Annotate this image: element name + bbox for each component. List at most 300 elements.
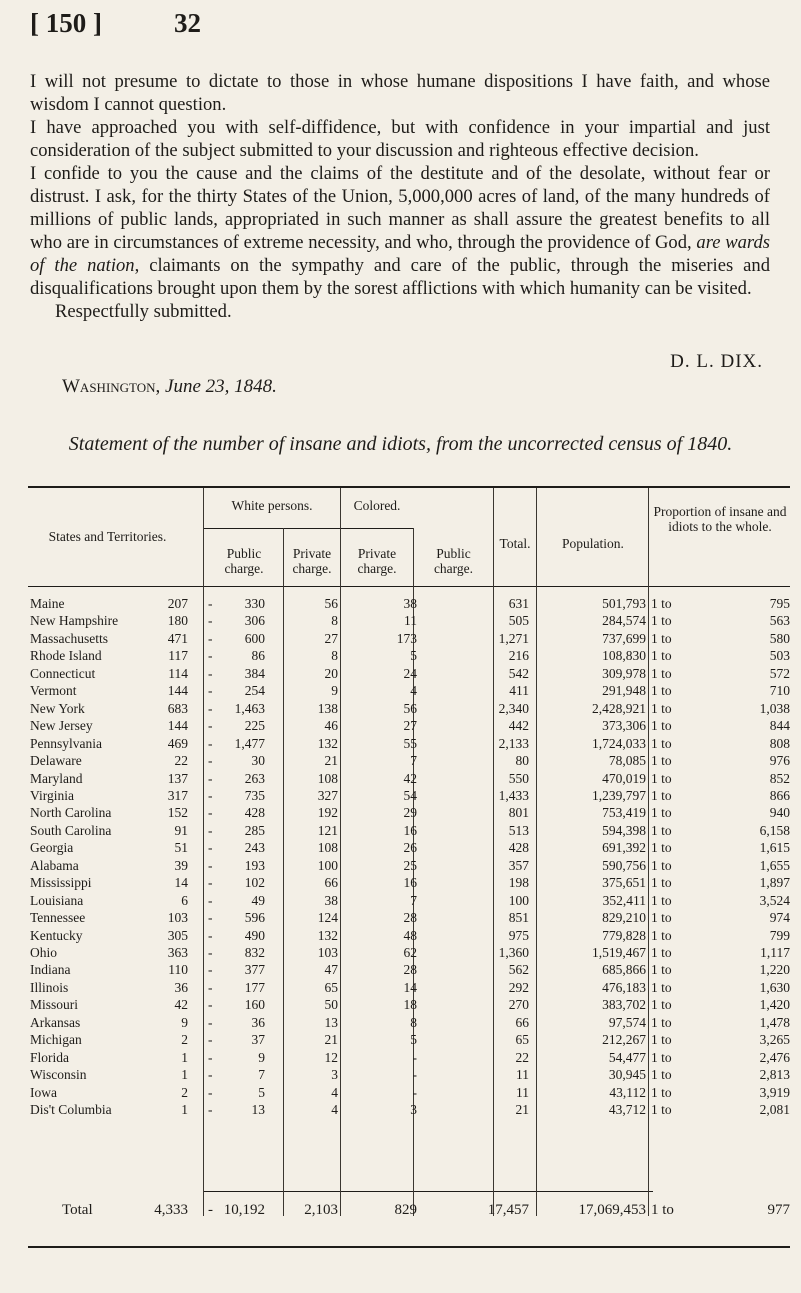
colored-public-value: 55 (403, 735, 417, 751)
leader-dash: - (208, 945, 213, 960)
white-public-value: 137 (167, 770, 188, 786)
white-private-value: 9 (258, 1049, 265, 1065)
table-total-row (28, 1202, 790, 1218)
signature: D. L. DIX. (670, 351, 763, 372)
colored-private-value: 50 (324, 997, 338, 1013)
colored-private-value: 46 (324, 718, 338, 734)
proportion-prefix: 1 to (651, 753, 672, 769)
population-value: 1,724,033 (592, 735, 646, 751)
proportion-value: 940 (769, 805, 790, 821)
total-value: 2,133 (498, 735, 529, 751)
white-public-value: 114 (168, 665, 188, 681)
proportion-prefix: 1 to (651, 910, 672, 926)
white-public-value: 2 (181, 1084, 188, 1100)
leader-dash: - (208, 665, 213, 681)
population-value: 753,419 (602, 805, 646, 821)
proportion-prefix: 1 to (651, 979, 672, 995)
white-public-value: 1 (181, 1067, 188, 1083)
emphasis-text: are wards of the nation (30, 232, 771, 276)
colored-private-value: 21 (324, 753, 338, 769)
population-value: 1,519,467 (592, 945, 646, 960)
total-value: 357 (508, 857, 529, 873)
state-name: Alabama (30, 857, 79, 873)
total-value: 216 (508, 648, 529, 664)
proportion-prefix: 1 to (651, 665, 672, 681)
proportion-value: 976 (769, 753, 790, 769)
table-row (28, 962, 790, 978)
white-private-value: 193 (244, 857, 265, 873)
state-name: Tennessee (30, 910, 86, 926)
proportion-value: 1,038 (759, 700, 790, 716)
white-private-value: 384 (244, 665, 265, 681)
table-row (28, 683, 790, 699)
proportion-prefix: 1 to (651, 840, 672, 856)
white-public-value: 180 (167, 613, 188, 629)
state-name: North Carolina (30, 805, 112, 821)
header-population: Population. (562, 536, 624, 551)
table-row (28, 596, 790, 612)
colored-private-value: 3 (331, 1067, 338, 1083)
subheader-rule (203, 528, 413, 529)
total-value: 292 (508, 979, 529, 995)
proportion-value: 808 (769, 735, 790, 751)
total-value: 100 (508, 892, 529, 908)
proportion-value: 1,117 (760, 945, 790, 960)
proportion-prefix: 1 to (651, 1049, 672, 1065)
letter-body (30, 70, 770, 323)
bottom-rule (28, 1246, 790, 1248)
colored-private-value: 13 (324, 1014, 338, 1030)
leader-dash: - (208, 1102, 213, 1118)
colored-private-value: 103 (317, 945, 338, 960)
proportion-prefix: 1 to (651, 718, 672, 734)
colored-public-value: 5 (410, 1032, 417, 1048)
total-value: 428 (508, 840, 529, 856)
proportion-prefix: 1 to (651, 857, 672, 873)
colored-private-value: 124 (317, 910, 338, 926)
proportion-value: 795 (769, 596, 790, 611)
white-private-value: 36 (251, 1014, 265, 1030)
proportion-prefix: 1 to (651, 1032, 672, 1048)
white-public-value: 117 (168, 648, 188, 664)
white-public-value: 6 (181, 892, 188, 908)
population-value: 594,398 (602, 822, 646, 838)
table-row (28, 701, 790, 717)
dateline (62, 376, 277, 398)
white-private-value: 1,477 (234, 735, 265, 751)
total-value: 851 (508, 910, 529, 926)
colored-public-value: 7 (410, 892, 417, 908)
proportion-value: 2,081 (759, 1102, 790, 1118)
leader-dash: - (208, 613, 213, 629)
white-public-value: 683 (167, 700, 188, 716)
proportion-prefix: 1 to (651, 683, 672, 699)
proportion-prefix: 1 to (651, 630, 672, 646)
colored-public-value: 28 (403, 962, 417, 978)
leader-dash: - (208, 1067, 213, 1083)
total-rule (203, 1191, 653, 1192)
table-caption: Statement of the number of insane and idiots, from the uncorrected census of 1840. (68, 433, 733, 455)
proportion-prefix: 1 to (651, 648, 672, 664)
proportion-value: 503 (769, 648, 790, 664)
leader-dash: - (208, 1084, 213, 1100)
population-value: 2,428,921 (592, 700, 646, 716)
colored-public-value: 42 (403, 770, 417, 786)
colored-public-value: 3 (410, 1102, 417, 1118)
total-value: 2,340 (498, 700, 529, 716)
leader-dash: - (208, 770, 213, 786)
total-value: 505 (508, 613, 529, 629)
proportion-prefix: 1 to (651, 805, 672, 821)
colored-public-value: 28 (403, 910, 417, 926)
white-public-value: 207 (167, 596, 188, 611)
total-value: 198 (508, 875, 529, 891)
proportion-value: 2,813 (759, 1067, 790, 1083)
header-colored-private: Private charge. (357, 546, 397, 576)
proportion-prefix: 1 to (651, 770, 672, 786)
proportion-value: 1,630 (759, 979, 790, 995)
proportion-value: 572 (769, 665, 790, 681)
table-row (28, 736, 790, 752)
white-private-value: 263 (244, 770, 265, 786)
proportion-value: 6,158 (759, 822, 790, 838)
proportion-value: 974 (769, 910, 790, 926)
total-value: 442 (508, 718, 529, 734)
white-public-value: 14 (174, 875, 188, 891)
leader-dash: - (208, 1202, 213, 1218)
leader-dash: - (208, 822, 213, 838)
white-public-value: 22 (174, 753, 188, 769)
total-value: 21 (515, 1102, 529, 1118)
proportion-prefix: 1 to (651, 735, 672, 751)
leader-dash: - (208, 997, 213, 1013)
white-public-value: 469 (167, 735, 188, 751)
header-white-private: Private charge. (292, 546, 332, 576)
leader-dash: - (208, 892, 213, 908)
leader-dash: - (208, 596, 213, 611)
leader-dash: - (208, 1049, 213, 1065)
total-value: 66 (515, 1014, 529, 1030)
colored-public-value: 829 (394, 1202, 417, 1218)
proportion-prefix: 1 to (651, 822, 672, 838)
colored-private-value: 56 (324, 596, 338, 611)
paragraph: I will not presume to dictate to those in whose humane dispositions I have faith, and whose wisdom I cannot question. (30, 71, 770, 115)
colored-private-value: 132 (317, 735, 338, 751)
total-value: 1,271 (498, 630, 529, 646)
leader-dash: - (208, 979, 213, 995)
total-value: 17,457 (487, 1202, 529, 1218)
white-private-value: 306 (244, 613, 265, 629)
population-value: 476,183 (602, 979, 646, 995)
white-public-value: 51 (174, 840, 188, 856)
proportion-value: 799 (769, 927, 790, 943)
total-value: 11 (516, 1067, 529, 1083)
proportion-prefix: 1 to (651, 1084, 672, 1100)
white-private-value: 160 (244, 997, 265, 1013)
state-name: Georgia (30, 840, 74, 856)
table-row (28, 893, 790, 909)
table-row (28, 1102, 790, 1118)
white-public-value: 471 (167, 630, 188, 646)
white-private-value: 428 (244, 805, 265, 821)
state-name: New York (30, 700, 85, 716)
colored-private-value: 100 (317, 857, 338, 873)
proportion-prefix: 1 to (651, 1102, 672, 1118)
colored-private-value: 21 (324, 1032, 338, 1048)
total-value: 542 (508, 665, 529, 681)
colored-private-value: 327 (317, 787, 338, 803)
state-name: Louisiana (30, 892, 84, 908)
header-white-public: Public charge. (224, 546, 264, 576)
state-name: Florida (30, 1049, 69, 1065)
table-row (28, 928, 790, 944)
state-name: Total (62, 1202, 93, 1218)
colored-private-value: 65 (324, 979, 338, 995)
state-name: New Hampshire (30, 613, 119, 629)
leader-dash: - (208, 683, 213, 699)
white-private-value: 102 (244, 875, 265, 891)
population-value: 30,945 (608, 1067, 646, 1083)
proportion-value: 1,420 (759, 997, 790, 1013)
proportion-value: 3,524 (759, 892, 790, 908)
colored-private-value: 132 (317, 927, 338, 943)
leader-dash: - (208, 910, 213, 926)
table-row (28, 771, 790, 787)
table-row (28, 875, 790, 891)
population-value: 291,948 (602, 683, 646, 699)
population-value: 309,978 (602, 665, 646, 681)
proportion-value: 1,897 (759, 875, 790, 891)
white-public-value: 305 (167, 927, 188, 943)
white-public-value: 103 (167, 910, 188, 926)
white-private-value: 1,463 (234, 700, 265, 716)
colored-public-value: 16 (403, 822, 417, 838)
total-value: 80 (515, 753, 529, 769)
colored-private-value: 27 (324, 630, 338, 646)
colored-private-value: 8 (331, 648, 338, 664)
header-white-persons: White persons. (231, 498, 313, 513)
white-public-value: 144 (167, 683, 188, 699)
leader-dash: - (208, 718, 213, 734)
dateline-date: June 23, 1848. (165, 376, 277, 397)
white-public-value: 39 (174, 857, 188, 873)
table-row (28, 1067, 790, 1083)
state-name: Wisconsin (30, 1067, 87, 1083)
table-row (28, 788, 790, 804)
population-value: 691,392 (602, 840, 646, 856)
proportion-prefix: 1 to (651, 997, 672, 1013)
colored-public-value: 27 (403, 718, 417, 734)
proportion-value: 844 (769, 718, 790, 734)
header-proportion: Proportion of insane and idiots to the whole. (653, 504, 787, 534)
dateline-place: Washington, (62, 376, 161, 397)
colored-public-value: 48 (403, 927, 417, 943)
total-value: 411 (509, 683, 529, 699)
state-name: Iowa (30, 1084, 57, 1100)
table-row (28, 997, 790, 1013)
population-value: 352,411 (602, 892, 646, 908)
proportion-value: 710 (769, 683, 790, 699)
state-name: Connecticut (30, 665, 96, 681)
table-row (28, 718, 790, 734)
table-row (28, 1050, 790, 1066)
state-name: South Carolina (30, 822, 112, 838)
table-row (28, 1015, 790, 1031)
state-name: Maine (30, 596, 65, 611)
population-value: 375,651 (602, 875, 646, 891)
colored-private-value: 38 (324, 892, 338, 908)
leader-dash: - (208, 840, 213, 856)
colored-private-value: 108 (317, 770, 338, 786)
white-private-value: 377 (244, 962, 265, 978)
leader-dash: - (208, 753, 213, 769)
white-private-value: 254 (244, 683, 265, 699)
colored-public-value: 25 (403, 857, 417, 873)
leader-dash: - (208, 735, 213, 751)
colored-public-value: - (412, 1067, 417, 1083)
population-value: 108,830 (602, 648, 646, 664)
white-private-value: 832 (244, 945, 265, 960)
white-private-value: 600 (244, 630, 265, 646)
proportion-value: 866 (769, 787, 790, 803)
colored-public-value: - (412, 1049, 417, 1065)
population-value: 212,267 (602, 1032, 646, 1048)
leader-dash: - (208, 1014, 213, 1030)
white-private-value: 225 (244, 718, 265, 734)
top-rule (28, 486, 790, 488)
table-row (28, 840, 790, 856)
proportion-prefix: 1 to (651, 700, 672, 716)
proportion-prefix: 1 to (651, 613, 672, 629)
population-value: 685,866 (602, 962, 646, 978)
population-value: 43,112 (609, 1084, 646, 1100)
colored-public-value: 4 (410, 683, 417, 699)
white-public-value: 152 (167, 805, 188, 821)
document-number: 32 (174, 8, 201, 38)
population-value: 383,702 (602, 997, 646, 1013)
total-value: 562 (508, 962, 529, 978)
state-name: Delaware (30, 753, 82, 769)
total-value: 1,360 (498, 945, 529, 960)
population-value: 590,756 (602, 857, 646, 873)
state-name: Mississippi (30, 875, 92, 891)
proportion-value: 977 (767, 1202, 790, 1218)
white-public-value: 110 (168, 962, 188, 978)
proportion-prefix: 1 to (651, 1014, 672, 1030)
white-public-value: 1 (181, 1102, 188, 1118)
state-name: Illinois (30, 979, 69, 995)
white-private-value: 86 (251, 648, 265, 664)
leader-dash: - (208, 857, 213, 873)
header-colored: Colored. (353, 498, 401, 513)
population-value: 470,019 (602, 770, 646, 786)
population-value: 284,574 (602, 613, 646, 629)
state-name: Rhode Island (30, 648, 102, 664)
white-public-value: 1 (181, 1049, 188, 1065)
table-row (28, 648, 790, 664)
colored-private-value: 9 (331, 683, 338, 699)
header-colored-public: Public charge. (433, 546, 474, 576)
leader-dash: - (208, 927, 213, 943)
proportion-prefix: 1 to (651, 1067, 672, 1083)
state-name: Ohio (30, 945, 57, 960)
colored-private-value: 2,103 (304, 1202, 338, 1218)
table-row (28, 666, 790, 682)
colored-private-value: 4 (331, 1102, 338, 1118)
table-row (28, 1032, 790, 1048)
white-public-value: 317 (167, 787, 188, 803)
state-name: Massachusetts (30, 630, 108, 646)
state-name: New Jersey (30, 718, 93, 734)
state-name: Indiana (30, 962, 71, 978)
colored-public-value: 16 (403, 875, 417, 891)
total-value: 801 (508, 805, 529, 821)
colored-private-value: 47 (324, 962, 338, 978)
proportion-prefix: 1 to (651, 787, 672, 803)
population-value: 54,477 (608, 1049, 646, 1065)
proportion-value: 1,478 (759, 1014, 790, 1030)
colored-public-value: 5 (410, 648, 417, 664)
colored-public-value: 11 (404, 613, 417, 629)
proportion-prefix: 1 to (651, 962, 672, 978)
colored-public-value: 56 (403, 700, 417, 716)
header-states: States and Territories. (48, 529, 167, 544)
state-name: Kentucky (30, 927, 83, 943)
total-value: 1,433 (498, 787, 529, 803)
population-value: 501,793 (602, 596, 646, 611)
leader-dash: - (208, 805, 213, 821)
proportion-value: 1,220 (759, 962, 790, 978)
state-name: Pennsylvania (30, 735, 102, 751)
white-private-value: 596 (244, 910, 265, 926)
colored-public-value: 29 (403, 805, 417, 821)
leader-dash: - (208, 648, 213, 664)
colored-private-value: 66 (324, 875, 338, 891)
table-row (28, 753, 790, 769)
total-value: 631 (508, 596, 529, 611)
population-value: 43,712 (608, 1102, 646, 1118)
proportion-value: 1,655 (759, 857, 790, 873)
proportion-prefix: 1 to (651, 927, 672, 943)
proportion-value: 3,265 (759, 1032, 790, 1048)
proportion-prefix: 1 to (651, 1202, 674, 1218)
population-value: 97,574 (608, 1014, 646, 1030)
proportion-prefix: 1 to (651, 945, 672, 960)
white-public-value: 144 (167, 718, 188, 734)
white-private-value: 5 (258, 1084, 265, 1100)
proportion-prefix: 1 to (651, 596, 672, 611)
table-row (28, 613, 790, 629)
proportion-prefix: 1 to (651, 875, 672, 891)
state-name: Missouri (30, 997, 79, 1013)
white-private-value: 177 (244, 979, 265, 995)
state-name: Vermont (30, 683, 77, 699)
population-value: 17,069,453 (578, 1202, 646, 1218)
proportion-value: 852 (769, 770, 790, 786)
colored-public-value: 62 (403, 945, 417, 960)
colored-private-value: 108 (317, 840, 338, 856)
white-public-value: 4,333 (154, 1202, 188, 1218)
total-value: 22 (515, 1049, 529, 1065)
header-bottom-rule (28, 586, 790, 587)
colored-public-value: 24 (403, 665, 417, 681)
white-private-value: 330 (244, 596, 265, 611)
white-private-value: 243 (244, 840, 265, 856)
colored-public-value: 173 (396, 630, 417, 646)
header-total: Total. (499, 536, 531, 551)
colored-private-value: 12 (324, 1049, 338, 1065)
population-value: 1,239,797 (592, 787, 646, 803)
